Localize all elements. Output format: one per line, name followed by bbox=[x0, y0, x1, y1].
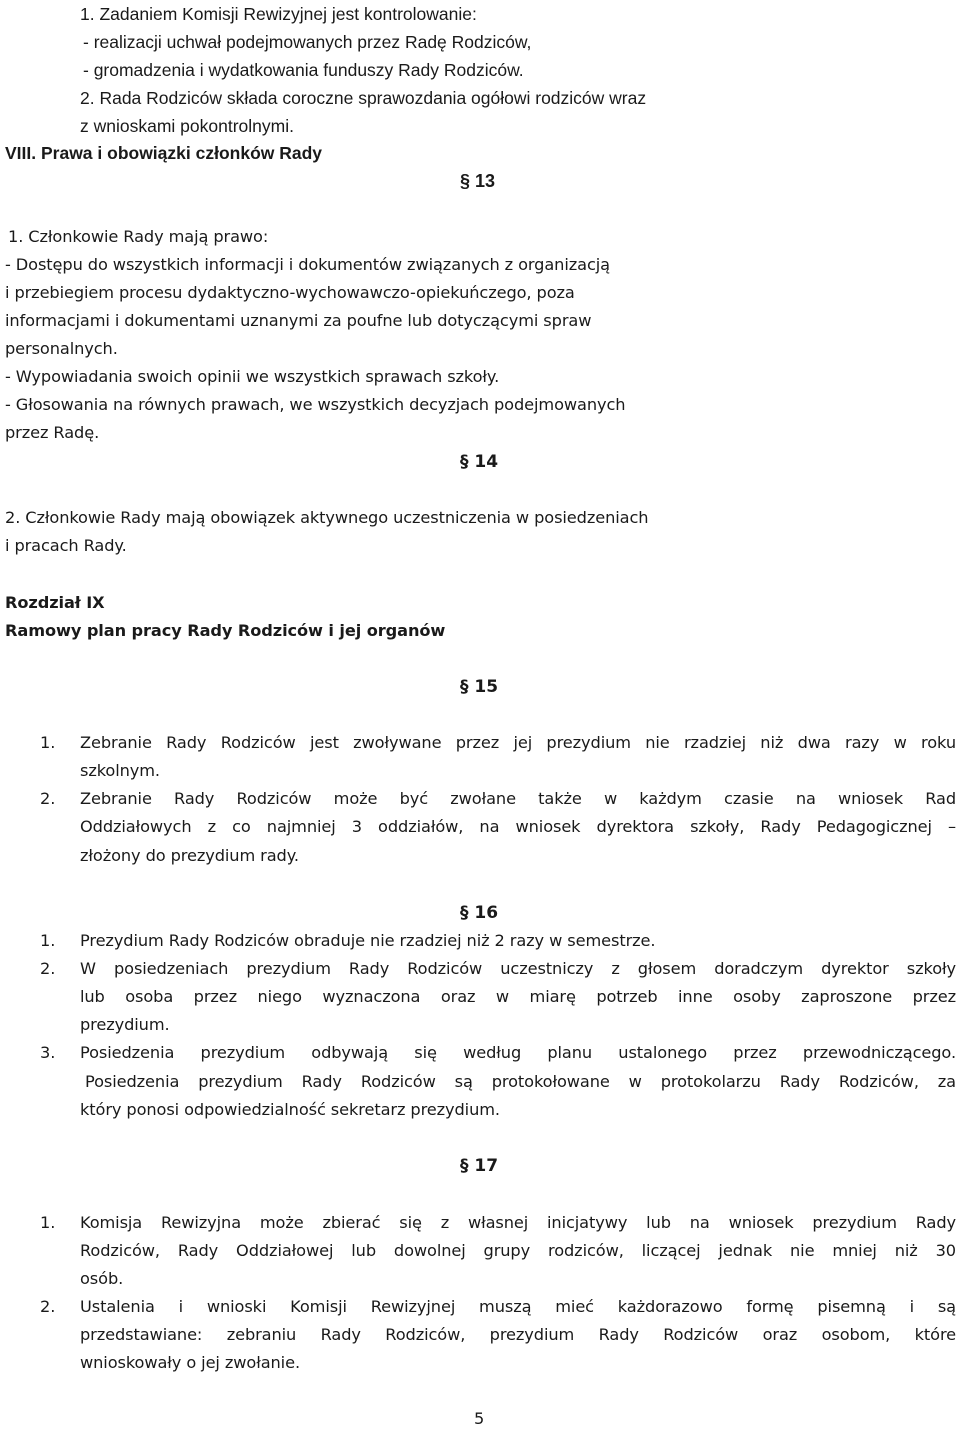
paragraph-15-heading: § 15 bbox=[460, 677, 499, 697]
paragraph-13-heading: § 13 bbox=[460, 171, 496, 191]
p15-item-1-line-2: szkolnym. bbox=[80, 761, 160, 780]
chapter-ix-subtitle: Ramowy plan pracy Rady Rodziców i jej organów bbox=[5, 621, 446, 640]
p16-item-3-line-1: Posiedzenia prezydium odbywają się według planu ustalonego przez przewodniczącego. bbox=[80, 1043, 956, 1062]
p13-line-1: - Dostępu do wszystkich informacji i dokumentów związanych z organizacją bbox=[5, 255, 610, 274]
p15-item-2-line-1: Zebranie Rady Rodziców może być zwołane także w każdym czasie na wniosek Rad bbox=[80, 789, 956, 808]
p13-line-4: personalnych. bbox=[5, 339, 118, 358]
p13-line-2: i przebiegiem procesu dydaktyczno-wychowawczo-opiekuńczego, poza bbox=[5, 283, 575, 302]
paragraph-16-heading: § 16 bbox=[460, 903, 499, 923]
p16-item-2-line-2: lub osoba przez niego wyznaczona oraz w miarę potrzeb inne osoby zaproszone przez bbox=[80, 987, 956, 1006]
item-1-control: 1. Zadaniem Komisji Rewizyjnej jest kontrolowanie: bbox=[80, 4, 477, 24]
p17-item-1-number: 1. bbox=[40, 1213, 56, 1232]
p15-item-1-line-1: Zebranie Rady Rodziców jest zwoływane przez jej prezydium nie rzadziej niż dwa razy w roku bbox=[80, 733, 956, 752]
p16-item-3-line-2: Posiedzenia prezydium Rady Rodziców są protokołowane w protokolarzu Rady Rodziców, za bbox=[85, 1072, 956, 1091]
item-1a: - realizacji uchwał podejmowanych przez Radę Rodziców, bbox=[83, 32, 532, 52]
p14-line-2: i pracach Rady. bbox=[5, 536, 127, 555]
p14-line-1: 2. Członkowie Rady mają obowiązek aktywnego uczestniczenia w posiedzeniach bbox=[5, 508, 649, 527]
p16-item-2-line-1: W posiedzeniach prezydium Rady Rodziców uczestniczy z głosem doradczym dyrektor szkoły bbox=[80, 959, 956, 978]
paragraph-14-heading: § 14 bbox=[460, 452, 499, 472]
p16-item-2-number: 2. bbox=[40, 959, 56, 978]
p15-item-2-line-3: złożony do prezydium rady. bbox=[80, 846, 299, 865]
p13-line-3: informacjami i dokumentami uznanymi za poufne lub dotyczącymi spraw bbox=[5, 311, 592, 330]
p16-item-3-line-3: który ponosi odpowiedzialność sekretarz prezydium. bbox=[80, 1100, 500, 1119]
item-2-line-1: 2. Rada Rodziców składa coroczne sprawozdania ogółowi rodziców wraz bbox=[80, 88, 647, 108]
p16-item-1-number: 1. bbox=[40, 931, 56, 950]
p16-item-1-line-1: Prezydium Rady Rodziców obraduje nie rzadziej niż 2 razy w semestrze. bbox=[80, 931, 656, 950]
item-2-line-2: z wnioskami pokontrolnymi. bbox=[80, 116, 294, 136]
paragraph-17-heading: § 17 bbox=[460, 1156, 499, 1176]
p13-intro: 1. Członkowie Rady mają prawo: bbox=[8, 227, 269, 246]
page-number: 5 bbox=[474, 1409, 485, 1428]
p13-line-5: - Wypowiadania swoich opinii we wszystkich sprawach szkoły. bbox=[5, 367, 500, 386]
p16-item-3-number: 3. bbox=[40, 1043, 56, 1062]
item-1b: - gromadzenia i wydatkowania funduszy Rady Rodziców. bbox=[83, 60, 524, 80]
p17-item-1-line-2: Rodziców, Rady Oddziałowej lub dowolnej grupy rodziców, liczącej jednak nie mniej niż 30 bbox=[80, 1241, 956, 1260]
p17-item-1-line-1: Komisja Rewizyjna może zbierać się z własnej inicjatywy lub na wniosek prezydium Rady bbox=[80, 1213, 956, 1232]
section-viii-title: VIII. Prawa i obowiązki członków Rady bbox=[5, 143, 323, 163]
p15-item-2-line-2: Oddziałowych z co najmniej 3 oddziałów, na wniosek dyrektora szkoły, Rady Pedagogicznej – bbox=[80, 817, 956, 836]
p13-line-6: - Głosowania na równych prawach, we wszystkich decyzjach podejmowanych bbox=[5, 395, 626, 414]
p17-item-2-line-1: Ustalenia i wnioski Komisji Rewizyjnej muszą mieć każdorazowo formę pisemną i są bbox=[80, 1297, 956, 1316]
p15-item-1-number: 1. bbox=[40, 733, 56, 752]
p17-item-1-line-3: osób. bbox=[80, 1269, 124, 1288]
p13-line-7: przez Radę. bbox=[5, 423, 100, 442]
p15-item-2-number: 2. bbox=[40, 789, 56, 808]
p17-item-2-number: 2. bbox=[40, 1297, 56, 1316]
p16-item-2-line-3: prezydium. bbox=[80, 1015, 170, 1034]
p17-item-2-line-2: przedstawiane: zebraniu Rady Rodziców, prezydium Rady Rodziców oraz osobom, które bbox=[80, 1325, 956, 1344]
p17-item-2-line-3: wnioskowały o jej zwołanie. bbox=[80, 1353, 300, 1372]
chapter-ix-title: Rozdział IX bbox=[5, 593, 105, 612]
